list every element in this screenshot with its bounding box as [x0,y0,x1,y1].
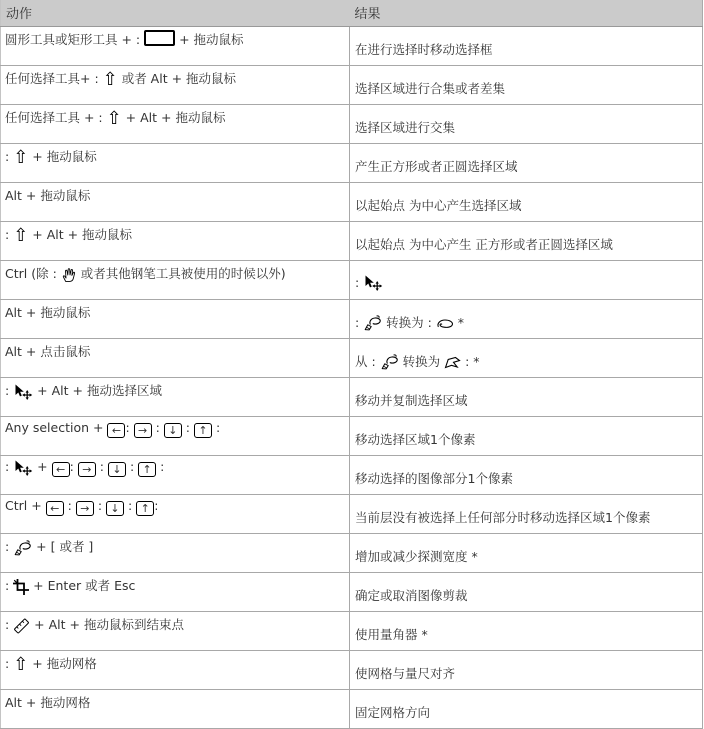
text-segment: : [156,459,165,474]
text-segment: * [453,314,465,330]
result-cell [349,573,702,612]
result-cell [349,300,702,339]
up-arrow-key-icon: ↑ [136,501,154,516]
text-segment: : [5,383,14,398]
left-arrow-key-icon: ← [52,462,70,477]
text-segment: Alt + 拖动鼠标 [5,188,91,203]
action-cell [1,378,350,417]
magnetic-lasso-icon [363,315,382,331]
text-segment: : [354,274,364,290]
text-segment: 转换为 : [382,314,436,330]
text-segment: 或者 Alt + 拖动鼠标 [117,71,237,86]
table-row [1,105,703,144]
text-segment: : * [461,353,480,369]
action-cell [1,66,350,105]
text-segment: : [93,498,107,513]
table-row [1,573,703,612]
table-row [1,261,703,300]
magnetic-lasso-icon [380,354,399,370]
text-segment: 圆形工具或矩形工具 + : [5,32,145,47]
action-cell [1,27,350,66]
result-cell [349,27,702,66]
action-cell [1,534,350,573]
down-arrow-key-icon: ↓ [108,462,126,477]
rectangle-marquee-icon [144,30,175,46]
text-segment: 任何选择工具 + : [5,110,107,125]
text-segment: : [5,578,14,593]
left-arrow-key-icon: ← [107,423,125,438]
right-arrow-key-icon: → [78,462,96,477]
text-segment: 移动选择的图像部分1个像素 [354,471,513,486]
lasso-icon [436,317,454,330]
text-segment: Ctrl + [5,498,46,513]
result-cell [349,456,702,495]
action-cell [1,222,350,261]
move-cursor-icon [363,275,383,291]
action-cell [1,495,350,534]
up-arrow-key-icon: ↑ [138,462,156,477]
magnetic-lasso-icon [13,540,32,556]
table-row [1,690,703,729]
result-cell [349,105,702,144]
action-cell [1,105,350,144]
text-segment: : [151,420,164,435]
down-arrow-key-icon: ↓ [164,423,182,438]
table-row [1,222,703,261]
result-cell [349,183,702,222]
text-segment: 或者其他钢笔工具被使用的时候以外) [76,266,286,281]
text-segment: : [124,498,137,513]
action-cell [1,183,350,222]
shift-icon: ⇧ [102,69,118,90]
text-segment: + 拖动网格 [28,656,97,671]
table-body [1,27,703,729]
text-segment: Alt + 拖动网格 [5,695,91,710]
text-segment: : [5,539,14,554]
text-segment: : [5,149,14,164]
column-header-action: 动作 [1,0,350,27]
text-segment: 以起始点 为中心产生 正方形或者正圆选择区域 [354,237,613,252]
text-segment: : [125,420,134,435]
text-segment: : [154,498,159,513]
move-cursor-icon [13,460,33,476]
text-segment: : [181,420,194,435]
shift-icon: ⇧ [106,108,122,129]
move-cursor-icon [13,384,33,400]
ruler-icon [13,618,30,634]
result-cell [349,534,702,573]
shift-icon: ⇧ [13,147,29,168]
result-cell [349,222,702,261]
text-segment: 固定网格方向 [354,705,430,720]
text-segment: 在进行选择时移动选择框 [354,42,493,57]
header-row [1,0,703,27]
text-segment: : [95,459,108,474]
crop-icon [13,579,29,595]
text-segment: : [63,498,76,513]
text-segment: + [ 或者 ] [32,539,94,554]
table-row [1,495,703,534]
text-segment: + Enter 或者 Esc [29,578,136,593]
text-segment: 当前层没有被选择上任何部分时移动选择区域1个像素 [354,510,651,525]
result-cell [349,417,702,456]
action-cell [1,690,350,729]
text-segment: 转换为 [398,353,445,369]
action-cell [1,612,350,651]
right-arrow-key-icon: → [134,423,152,438]
text-segment: 使用量角器 * [354,627,428,642]
text-segment: + [33,459,52,474]
text-segment: : [69,459,78,474]
text-segment: Alt + 拖动鼠标 [5,305,91,320]
table-row [1,300,703,339]
result-cell [349,66,702,105]
text-segment: 产生正方形或者正圆选择区域 [354,159,518,174]
text-segment: + Alt + 拖动鼠标 [121,110,226,125]
text-segment: : [354,314,364,330]
result-cell [349,495,702,534]
text-segment: 使网格与量尺对齐 [354,666,455,681]
text-segment: Ctrl (除 : [5,266,61,281]
result-cell [349,144,702,183]
text-segment: Alt + 点击鼠标 [5,344,91,359]
hand-icon [61,267,77,282]
text-segment: : [5,656,14,671]
text-segment: : [5,227,14,242]
action-cell [1,339,350,378]
text-segment: 增加或减少探测宽度 * [354,549,478,564]
action-cell [1,300,350,339]
text-segment: 选择区域进行合集或者差集 [354,81,505,96]
text-segment: : [5,617,14,632]
right-arrow-key-icon: → [76,501,94,516]
column-header-result: 结果 [349,0,702,27]
text-segment: : [211,420,221,435]
text-segment: 移动选择区域1个像素 [354,432,476,447]
text-segment: 以起始点 为中心产生选择区域 [354,198,522,213]
up-arrow-key-icon: ↑ [194,423,212,438]
action-cell [1,456,350,495]
text-segment: + 拖动鼠标 [175,32,244,47]
table-row [1,651,703,690]
text-segment: + Alt + 拖动选择区域 [33,383,162,398]
shift-icon: ⇧ [13,654,29,675]
table-row [1,183,703,222]
text-segment: 从 : [354,353,380,369]
result-cell [349,378,702,417]
table-row [1,27,703,66]
table-row [1,612,703,651]
text-segment: 确定或取消图像剪裁 [354,588,468,603]
table-row [1,456,703,495]
action-cell [1,651,350,690]
table-row [1,144,703,183]
table-row [1,534,703,573]
table-row [1,66,703,105]
down-arrow-key-icon: ↓ [106,501,124,516]
table-row [1,339,703,378]
text-segment: + Alt + 拖动鼠标到结束点 [30,617,184,632]
result-cell [349,612,702,651]
text-segment: : [125,459,139,474]
left-arrow-key-icon: ← [46,501,64,516]
polygon-lasso-icon [444,356,461,369]
text-segment: : [5,459,14,474]
action-cell [1,417,350,456]
action-cell [1,144,350,183]
table-row [1,378,703,417]
result-cell [349,651,702,690]
result-cell [349,690,702,729]
text-segment: + 拖动鼠标 [28,149,97,164]
table-row [1,417,703,456]
text-segment: 移动并复制选择区域 [354,393,468,408]
result-cell [349,261,702,300]
result-cell [349,339,702,378]
shift-icon: ⇧ [13,225,29,246]
text-segment: 选择区域进行交集 [354,120,455,135]
text-segment: + Alt + 拖动鼠标 [28,227,133,242]
text-segment: 任何选择工具+ : [5,71,103,86]
action-cell [1,261,350,300]
action-cell [1,573,350,612]
text-segment: Any selection + [5,420,108,435]
